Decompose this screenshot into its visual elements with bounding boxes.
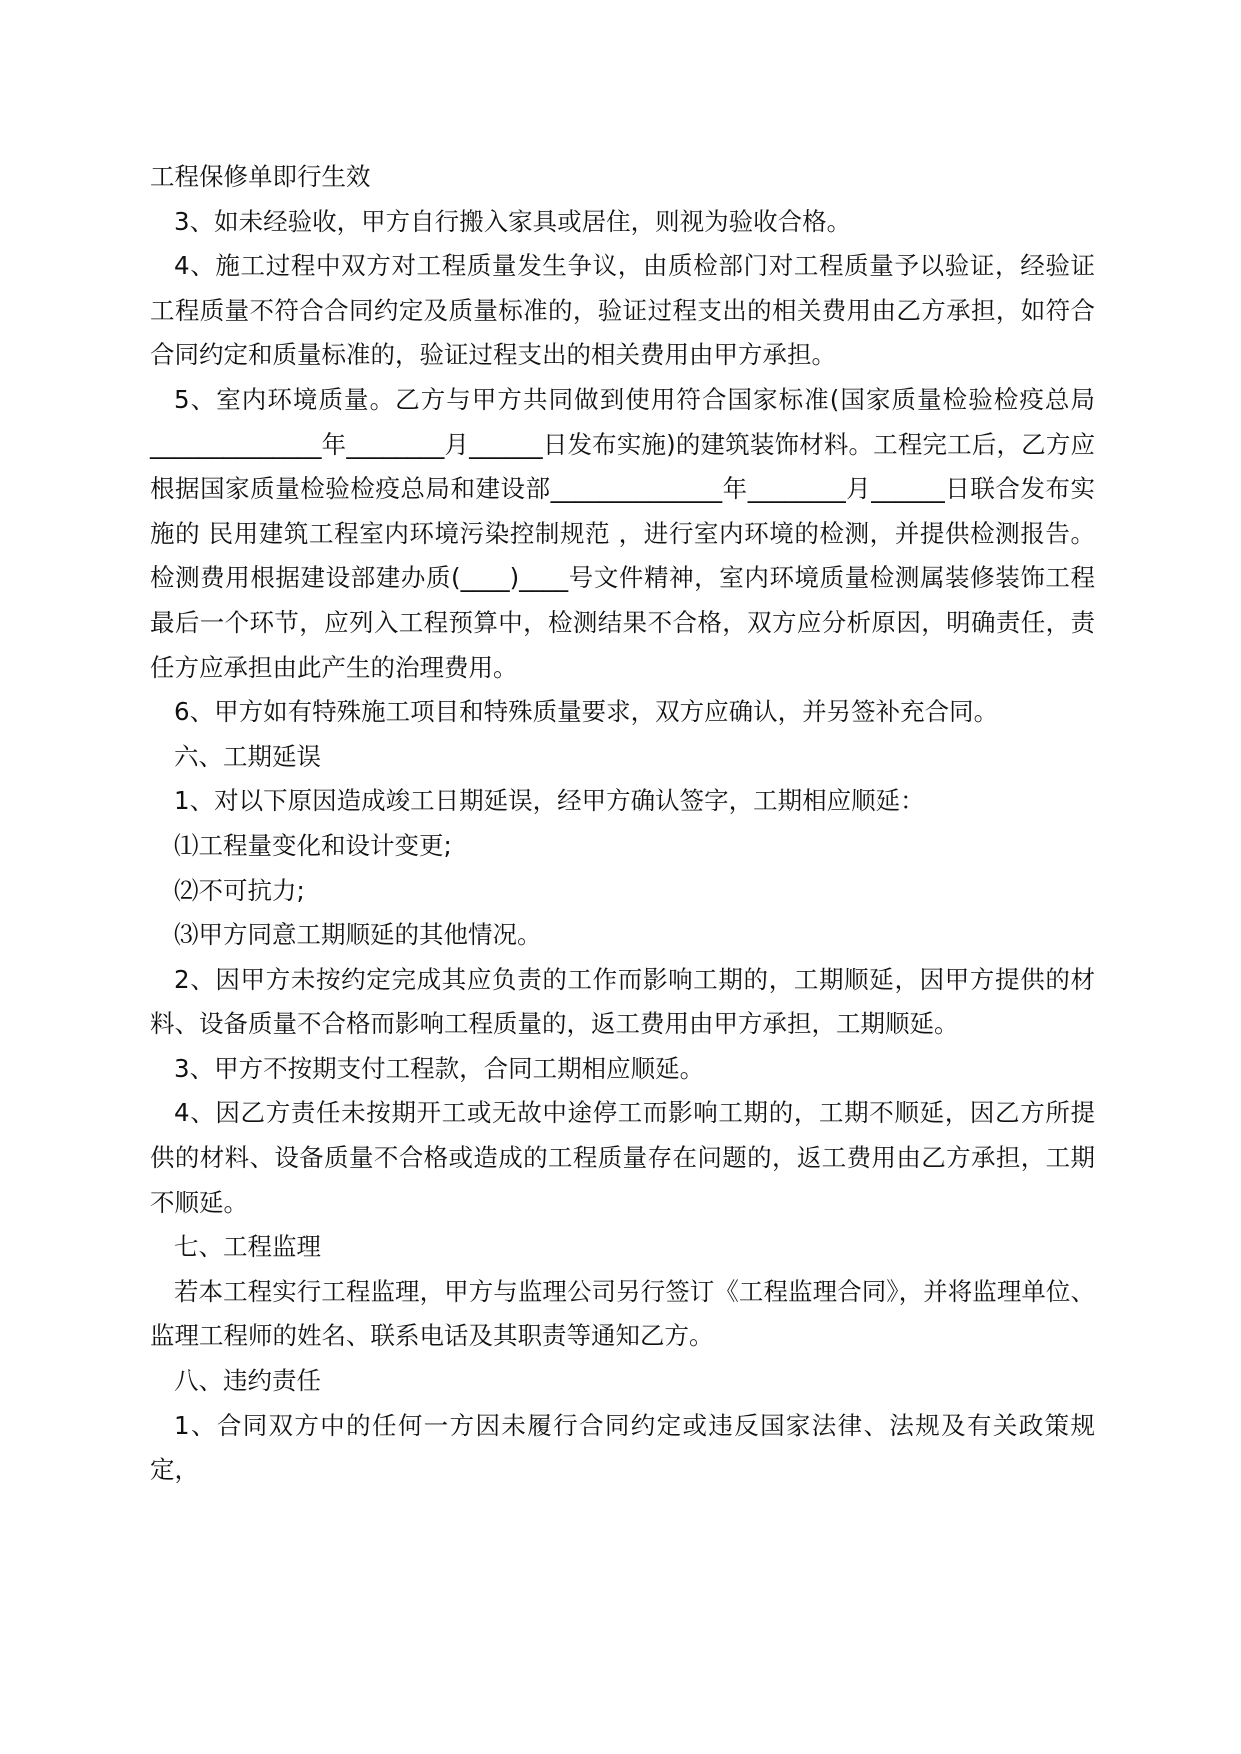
paragraph: 1、合同双方中的任何一方因未履行合同约定或违反国家法律、法规及有关政策规定， <box>150 1410 1095 1485</box>
paragraph: 3、如未经验收，甲方自行搬入家具或居住，则视为验收合格。 <box>174 206 852 236</box>
section-heading: 七、工程监理 <box>174 1232 321 1262</box>
section-heading: 六、工期延误 <box>174 741 321 771</box>
document-body <box>150 155 1095 1493</box>
paragraph: 3、甲方不按期支付工程款，合同工期相应顺延。 <box>174 1053 705 1083</box>
list-item: ⑴工程量变化和设计变更; <box>174 830 452 860</box>
paragraph: 2、因甲方未按约定完成其应负责的工作而影响工期的，工期顺延，因甲方提供的材料、设备质量不合格而影响工程质量的，返工费用由甲方承担，工期顺延。 <box>150 964 1095 1039</box>
paragraph: 4、因乙方责任未按期开工或无故中途停工而影响工期的，工期不顺延，因乙方所提供的材料、设备质量不合格或造成的工程质量存在问题的，返工费用由乙方承担，工期不顺延。 <box>150 1098 1095 1217</box>
list-item: ⑵不可抗力; <box>174 875 305 905</box>
paragraph: 4、施工过程中双方对工程质量发生争议，由质检部门对工程质量予以验证，经验证工程质量不符合合同约定及质量标准的，验证过程支出的相关费用由乙方承担，如符合合同约定和质量标准的，验证过程支出的相关费用由甲方承担。 <box>150 251 1095 370</box>
paragraph: 6、甲方如有特殊施工项目和特殊质量要求，双方应确认，并另签补充合同。 <box>174 697 999 727</box>
list-item: ⑶甲方同意工期顺延的其他情况。 <box>174 920 542 950</box>
paragraph: 5、室内环境质量。乙方与甲方共同做到使用符合国家标准(国家质量检验检疫总局______________年________月______日发布实施)的建筑装饰材料。工程完工后，乙方应根据国家质量检验检疫总局和建设部______________年________月______日联合发布实施的 民用建筑工程室内环境污染控制规范 ，进行室内环境的检测，并提供检测报告。检测费用根据建设部建办质(____)____号文件精神，室内环境质量检测属装修装饰工程最后一个环节，应列入工程预算中，检测结果不合格，双方应分析原因，明确责任，责任方应承担由此产生的治理费用。 <box>150 384 1095 682</box>
paragraph: 若本工程实行工程监理，甲方与监理公司另行签订《工程监理合同》，并将监理单位、监理工程师的姓名、联系电话及其职责等通知乙方。 <box>150 1276 1095 1351</box>
paragraph: 1、对以下原因造成竣工日期延误，经甲方确认签字，工期相应顺延： <box>174 786 925 816</box>
paragraph: 工程保修单即行生效 <box>150 162 371 191</box>
section-heading: 八、违约责任 <box>174 1366 321 1396</box>
